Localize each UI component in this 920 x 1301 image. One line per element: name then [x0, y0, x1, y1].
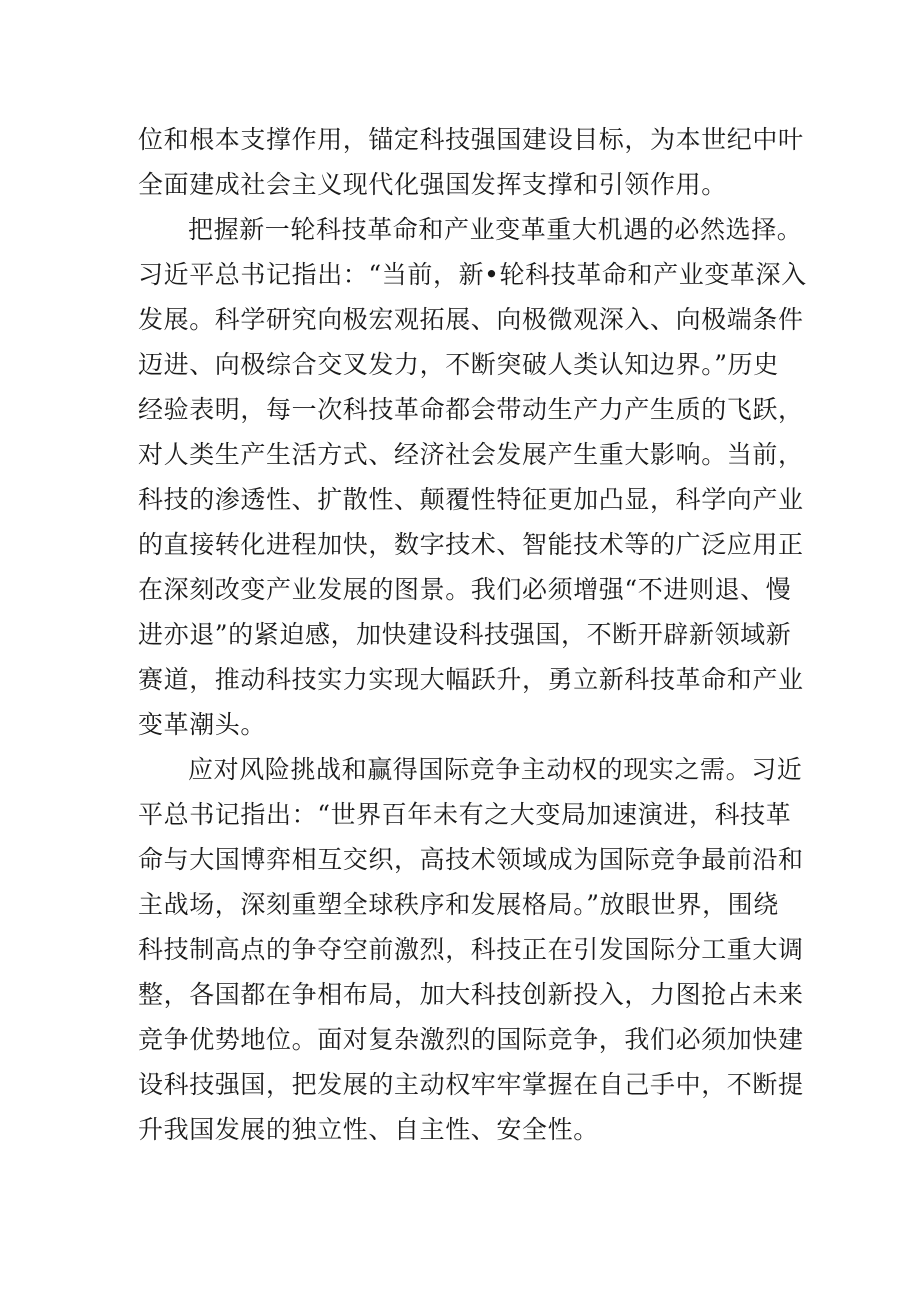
- paragraph-line: 竞争优势地位。面对复杂激烈的国际竞争，我们必须加快建: [138, 1025, 804, 1054]
- paragraph-line: 应对风险挑战和赢得国际竞争主动权的现实之需。习近: [188, 755, 803, 784]
- paragraph-2: [138, 207, 807, 747]
- paragraph-line: 赛道，推动科技实力实现大幅跃升，勇立新科技革命和产业: [138, 665, 804, 694]
- paragraph-line: 进亦退”的紧迫感，加快建设科技强国，不断开辟新领域新: [138, 620, 792, 649]
- paragraph-line: 升我国发展的独立性、自主性、安全性。: [138, 1115, 599, 1144]
- paragraph-line: 在深刻改变产业发展的图景。我们必须增强“不进则退、慢: [138, 575, 792, 604]
- paragraph-line: 全面建成社会主义现代化强国发挥支撑和引领作用。: [138, 170, 727, 199]
- paragraph-line: 科技的渗透性、扩散性、颠覆性特征更加凸显，科学向产业: [138, 485, 804, 514]
- paragraph-line: 整，各国都在争相布局，加大科技创新投入，力图抢占未来: [138, 980, 804, 1009]
- paragraph-line: 变革潮头。: [138, 710, 267, 739]
- paragraph-line: 命与大国博弈相互交织，高技术领域成为国际竞争最前沿和: [138, 845, 804, 874]
- paragraph-line: 迈进、向极综合交叉发力，不断突破人类认知边界。”历史: [138, 350, 779, 379]
- paragraph-line: 科技制高点的争夺空前激烈，科技正在引发国际分工重大调: [138, 935, 804, 964]
- paragraph-1: [138, 117, 804, 207]
- paragraph-3: [138, 747, 804, 1152]
- paragraph-line: 设科技强国，把发展的主动权牢牢掌握在自己手中，不断提: [138, 1070, 804, 1099]
- paragraph-line: 经验表明，每一次科技革命都会带动生产力产生质的飞跃，: [138, 395, 804, 424]
- paragraph-line: 发展。科学研究向极宏观拓展、向极微观深入、向极端条件: [138, 305, 804, 334]
- paragraph-line: 习近平总书记指出：“当前，新•轮科技革命和产业变革深入: [138, 260, 807, 289]
- document-body: [138, 117, 807, 1152]
- paragraph-line: 的直接转化进程加快，数字技术、智能技术等的广泛应用正: [138, 530, 804, 559]
- paragraph-line: 位和根本支撑作用，锚定科技强国建设目标，为本世纪中叶: [138, 125, 804, 154]
- paragraph-line: 对人类生产生活方式、经济社会发展产生重大影响。当前，: [138, 440, 804, 469]
- paragraph-line: 平总书记指出：“世界百年未有之大变局加速演进，科技革: [138, 800, 792, 829]
- paragraph-line: 主战场，深刻重塑全球秩序和发展格局。”放眼世界，围绕: [138, 890, 779, 919]
- paragraph-line: 把握新一轮科技革命和产业变革重大机遇的必然选择。: [188, 215, 803, 244]
